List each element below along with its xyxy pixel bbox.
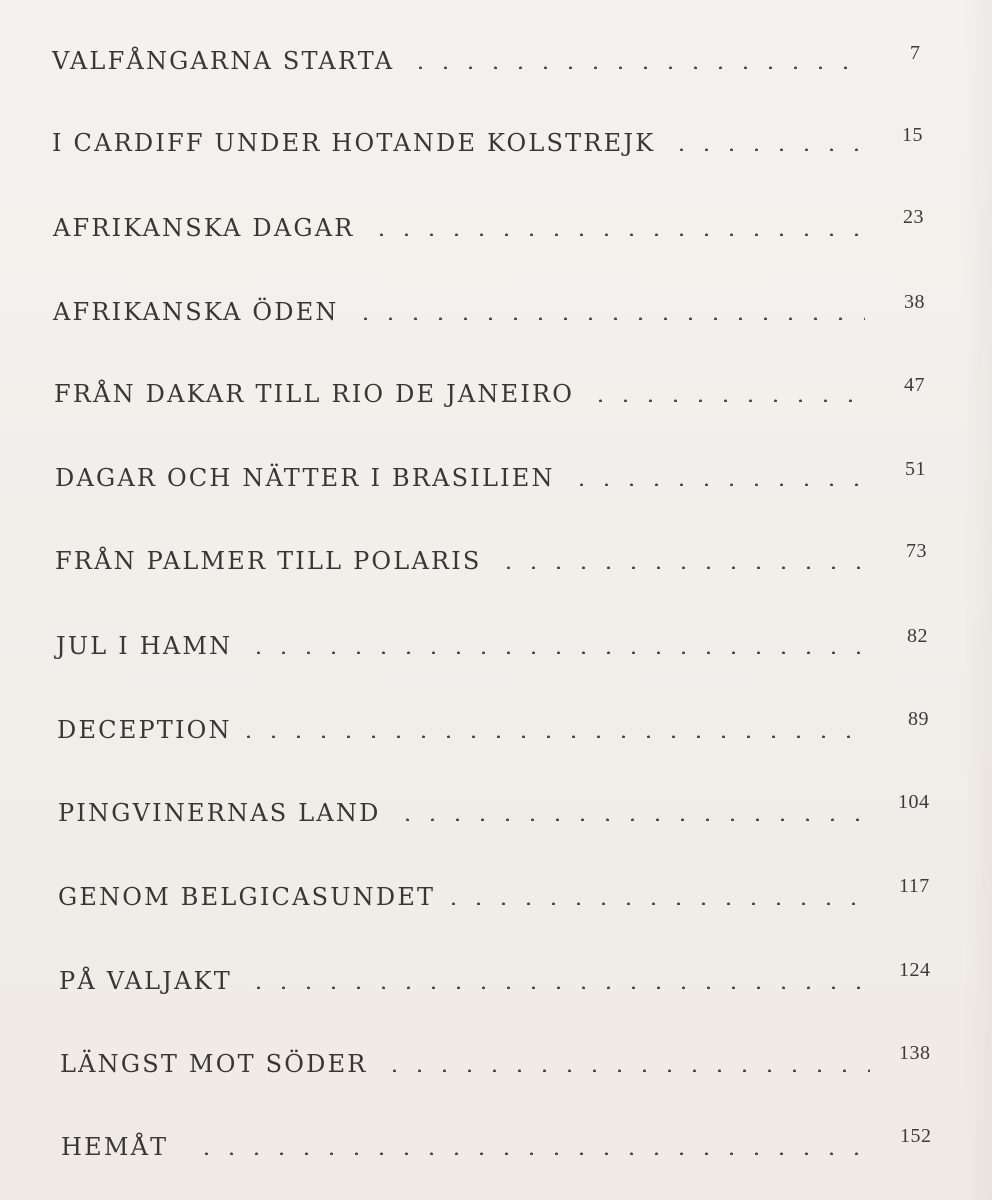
toc-entry-11 (58, 871, 868, 911)
toc-entry-13 (60, 1038, 870, 1078)
dot-leader (382, 1069, 870, 1072)
dot-leader (395, 818, 868, 821)
toc-entry-page-number: 15 (902, 124, 923, 146)
toc-entry-title: FRÅN DAKAR TILL RIO DE JANEIRO (54, 380, 575, 408)
toc-entry-page-number: 23 (903, 206, 924, 228)
dot-leader (408, 66, 860, 69)
toc-entry-7 (55, 535, 868, 575)
toc-entry-page-number: 104 (898, 791, 930, 813)
toc-entry-title: LÄNGST MOT SÖDER (60, 1050, 368, 1078)
dot-leader (353, 317, 865, 320)
toc-entry-5 (54, 368, 866, 408)
toc-entry-title: PINGVINERNAS LAND (58, 799, 381, 827)
dot-leader (496, 566, 868, 569)
toc-entry-page-number: 73 (906, 540, 927, 562)
toc-entry-title: AFRIKANSKA DAGAR (53, 214, 355, 242)
toc-entry-title: VALFÅNGARNA STARTA (52, 47, 395, 75)
toc-entry-page-number: 38 (904, 291, 925, 313)
toc-entry-page-number: 89 (908, 708, 929, 730)
dot-leader (588, 399, 866, 402)
toc-entry-title: PÅ VALJAKT (59, 967, 232, 995)
toc-entry-page-number: 138 (899, 1042, 931, 1064)
dot-leader (246, 986, 869, 989)
toc-entry-title: FRÅN PALMER TILL POLARIS (55, 547, 482, 575)
toc-entry-1 (52, 35, 860, 75)
toc-entry-title: DECEPTION (57, 716, 232, 744)
dot-leader (194, 1152, 871, 1155)
toc-entry-page-number: 117 (899, 875, 930, 897)
dot-leader (441, 902, 868, 905)
toc-entry-4 (53, 286, 865, 326)
toc-entry-title: I CARDIFF UNDER HOTANDE KOLSTREJK (52, 129, 656, 157)
toc-entry-page-number: 82 (907, 625, 928, 647)
toc-entry-3 (53, 202, 863, 242)
dot-leader (246, 651, 869, 654)
toc-entry-title: HEMÅT (61, 1133, 169, 1161)
toc-entry-page-number: 51 (905, 458, 926, 480)
toc-entry-page-number: 7 (910, 42, 921, 64)
toc-entry-2 (52, 117, 860, 157)
dot-leader (369, 233, 863, 236)
toc-entry-title: DAGAR OCH NÄTTER I BRASILIEN (55, 464, 555, 492)
page-edge-shadow (964, 0, 992, 1200)
toc-entry-9 (57, 704, 870, 744)
toc-entry-6 (55, 452, 867, 492)
toc-entry-8 (56, 620, 869, 660)
toc-entry-title: GENOM BELGICASUNDET (58, 883, 436, 911)
dot-leader (569, 483, 867, 486)
toc-entry-12 (59, 955, 869, 995)
dot-leader (236, 735, 870, 738)
toc-entry-page-number: 47 (904, 374, 925, 396)
toc-entry-page-number: 124 (899, 959, 931, 981)
toc-entry-page-number: 152 (900, 1125, 932, 1147)
toc-entry-14 (61, 1121, 871, 1161)
toc-entry-title: JUL I HAMN (56, 632, 233, 660)
toc-entry-title: AFRIKANSKA ÖDEN (53, 298, 339, 326)
toc-entry-10 (58, 787, 868, 827)
dot-leader (669, 148, 860, 151)
